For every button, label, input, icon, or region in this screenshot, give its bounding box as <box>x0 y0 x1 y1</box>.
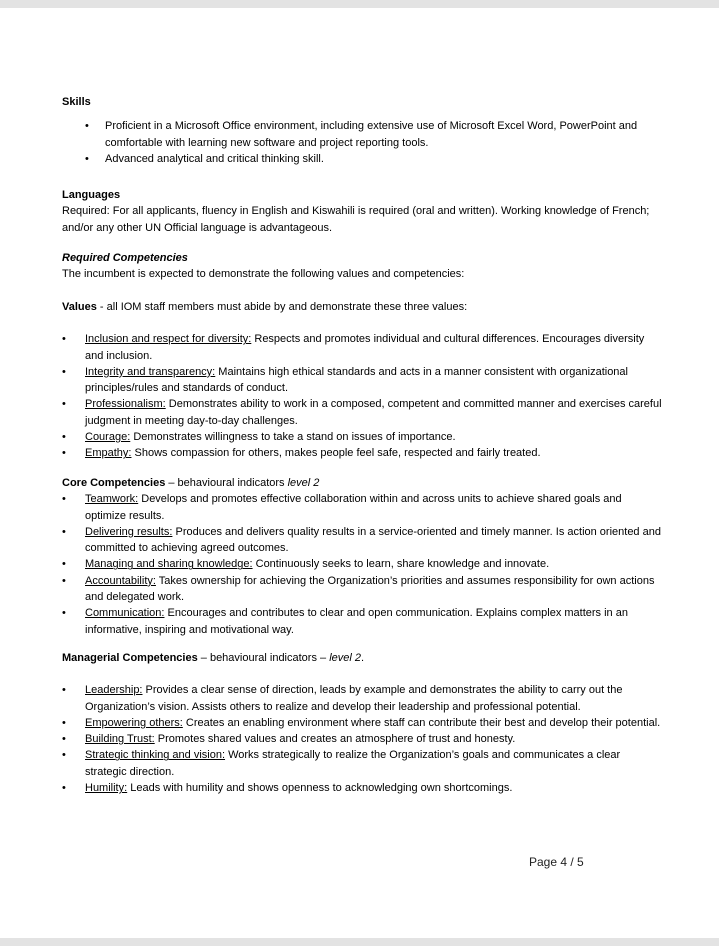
item-term: Leadership: <box>85 684 143 697</box>
item-term: Integrity and transparency: <box>85 365 216 378</box>
item-desc: Demonstrates willingness to take a stand on issues of importance. <box>130 431 456 444</box>
managerial-suffix: . <box>360 652 365 664</box>
core-header <box>62 475 662 491</box>
required-competencies-intro: The incumbent is expected to demonstrate the following values and competencies: <box>62 268 465 281</box>
item-desc: Creates an enabling environment where staff can contribute their best and develop their potential. <box>182 716 661 729</box>
item-term: Managing and sharing knowledge: <box>85 558 253 571</box>
managerial-heading: Managerial Competencies <box>62 652 198 664</box>
item-desc: Works strategically to realize the Organization’s goals and communicates a clear strategic direction. <box>85 749 621 778</box>
list-item <box>62 524 662 557</box>
required-competencies-heading: Required Competencies <box>62 252 188 264</box>
languages-text: Required: For all applicants, fluency in English and Kiswahili is required (oral and written). Working knowledge of French; and/or any other UN Official language is advantageous. <box>62 205 650 234</box>
core-heading: Core Competencies <box>62 477 166 489</box>
list-item <box>62 396 662 429</box>
managerial-list <box>62 682 662 796</box>
values-header <box>62 299 662 315</box>
skills-heading: Skills <box>62 96 91 108</box>
managerial-competencies-section <box>62 650 662 796</box>
item-term: Teamwork: <box>85 493 139 506</box>
item-desc: Continuously seeks to learn, share knowledge and innovate. <box>252 558 550 571</box>
item-desc: Develops and promotes effective collaboration within and across units to achieve shared goals and optimize results. <box>85 493 622 522</box>
list-item <box>62 715 662 731</box>
values-section <box>62 299 662 462</box>
list-item: • Proficient in a Microsoft Office environment, including extensive use of Microsoft Excel Word, PowerPoint and comfortable with learning new software and project reporting tools. <box>62 118 662 151</box>
values-list <box>62 331 662 461</box>
skills-section <box>62 94 662 167</box>
list-item <box>62 331 662 364</box>
skills-list <box>62 118 662 167</box>
item-desc: Takes ownership for achieving the Organization’s priorities and assumes responsibility for own actions and delegated work. <box>85 574 655 604</box>
item-term: Strategic thinking and vision: <box>85 749 226 762</box>
list-item <box>62 445 662 461</box>
item-desc: Shows compassion for others, makes people feel safe, respected and fairly treated. <box>131 447 541 460</box>
list-item <box>62 605 662 638</box>
item-desc: Encourages and contributes to clear and open communication. Explains complex matters in an informative, inspiring and motivational way. <box>85 607 628 636</box>
list-item <box>62 731 662 747</box>
languages-heading: Languages <box>62 189 121 201</box>
values-heading: Values <box>62 301 97 313</box>
item-term: Building Trust: <box>85 733 155 746</box>
item-term: Inclusion and respect for diversity: <box>85 333 252 346</box>
list-item <box>62 556 662 572</box>
managerial-level: level 2 <box>329 652 361 664</box>
list-item <box>62 429 662 445</box>
item-desc: Leads with humility and shows openness to acknowledging own shortcomings. <box>127 782 513 795</box>
item-desc: Promotes shared values and creates an atmosphere of trust and honesty. <box>154 733 516 746</box>
item-desc: Respects and promotes individual and cultural differences. Encourages diversity and inclusion. <box>85 333 645 362</box>
item-term: Empathy: <box>85 447 132 460</box>
managerial-subtitle: – behavioural indicators – <box>197 652 330 664</box>
viewer-top-band <box>0 0 719 8</box>
item-term: Empowering others: <box>85 716 183 729</box>
core-competencies-section <box>62 475 662 638</box>
list-item <box>62 780 662 796</box>
page-number: Page 4 / 5 <box>529 855 584 869</box>
item-term: Humility: <box>85 782 128 795</box>
managerial-header <box>62 650 662 666</box>
item-desc: Produces and delivers quality results in a service-oriented and timely manner. Is action oriented and committed to achieving agreed outcomes. <box>85 525 661 555</box>
item-term: Professionalism: <box>85 398 166 411</box>
values-subtitle: - all IOM staff members must abide by and demonstrate these three values: <box>96 301 468 313</box>
item-term: Communication: <box>85 607 165 620</box>
list-item <box>62 747 662 780</box>
list-item <box>62 682 662 715</box>
viewer-bottom-band <box>0 938 719 946</box>
list-item <box>62 573 662 606</box>
required-competencies-section <box>62 250 662 283</box>
item-desc: Provides a clear sense of direction, leads by example and demonstrates the ability to carry out the Organization’s vision. Assists others to realize and develop their leadership and professional potential. <box>85 684 623 713</box>
core-subtitle: – behavioural indicators <box>165 477 288 489</box>
item-term: Delivering results: <box>85 525 173 538</box>
languages-section <box>62 187 662 236</box>
item-desc: Demonstrates ability to work in a composed, competent and committed manner and exercises careful judgment in meeting day-to-day challenges. <box>85 398 662 427</box>
item-term: Accountability: <box>85 574 156 587</box>
list-item: • Advanced analytical and critical thinking skill. <box>62 151 662 167</box>
core-list <box>62 491 662 638</box>
item-term: Courage: <box>85 431 131 444</box>
core-level: level 2 <box>287 477 320 489</box>
list-item <box>62 364 662 397</box>
list-item <box>62 491 662 524</box>
item-desc: Maintains high ethical standards and acts in a manner consistent with organizational principles/rules and standards of conduct. <box>85 365 628 395</box>
